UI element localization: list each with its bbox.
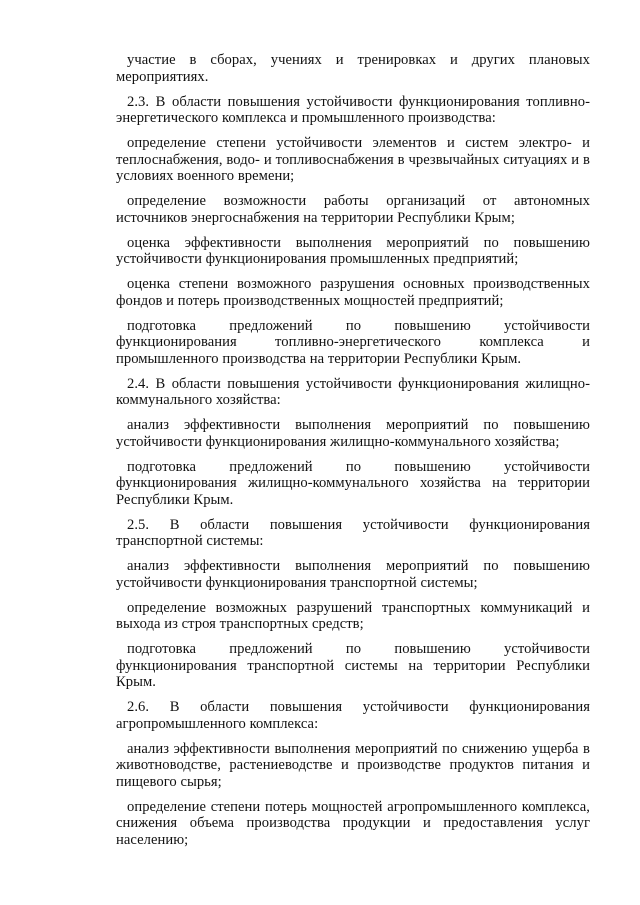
paragraph: анализ эффективности выполнения мероприятий по повышению устойчивости функционирования жилищно-коммунального хозяйства; [116,417,590,450]
paragraph: определение степени устойчивости элементов и систем электро- и теплоснабжения, водо- и топливоснабжения в чрезвычайных ситуациях и в условиях военного времени; [116,135,590,184]
paragraph: подготовка предложений по повышению устойчивости функционирования жилищно-коммунального хозяйства на территории Республики Крым. [116,458,590,508]
paragraph: оценка эффективности выполнения мероприятий по повышению устойчивости функционирования промышленных предприятий; [116,234,590,267]
paragraph: определение степени потерь мощностей агропромышленного комплекса, снижения объема производства продукции и предоставления услуг населению; [116,798,590,848]
section-heading-2-4: 2.4. В области повышения устойчивости функционирования жилищно-коммунального хозяйства: [116,375,590,408]
paragraph: анализ эффективности выполнения мероприятий по повышению устойчивости функционирования транспортной системы; [116,558,590,591]
paragraph: оценка степени возможного разрушения основных производственных фондов и потерь производственных мощностей предприятий; [116,276,590,309]
section-heading-2-3: 2.3. В области повышения устойчивости функционирования топливно-энергетического комплекса и промышленного производства: [116,93,590,126]
paragraph: определение возможных разрушений транспортных коммуникаций и выхода из строя транспортных средств; [116,599,590,632]
section-heading-2-6: 2.6. В области повышения устойчивости функционирования агропромышленного комплекса: [116,699,590,732]
paragraph: анализ эффективности выполнения мероприятий по снижению ущерба в животноводстве, растениеводстве и производстве продуктов питания и пищевого сырья; [116,740,590,790]
paragraph-continuation: участие в сборах, учениях и тренировках и других плановых мероприятиях. [116,52,590,85]
paragraph: подготовка предложений по повышению устойчивости функционирования топливно-энергетического комплекса и промышленного производства на территории Республики Крым. [116,317,590,367]
paragraph: подготовка предложений по повышению устойчивости функционирования транспортной системы на территории Республики Крым. [116,641,590,690]
section-heading-2-5: 2.5. В области повышения устойчивости функционирования транспортной системы: [116,516,590,549]
paragraph: определение возможности работы организаций от автономных источников энергоснабжения на территории Республики Крым; [116,193,590,226]
